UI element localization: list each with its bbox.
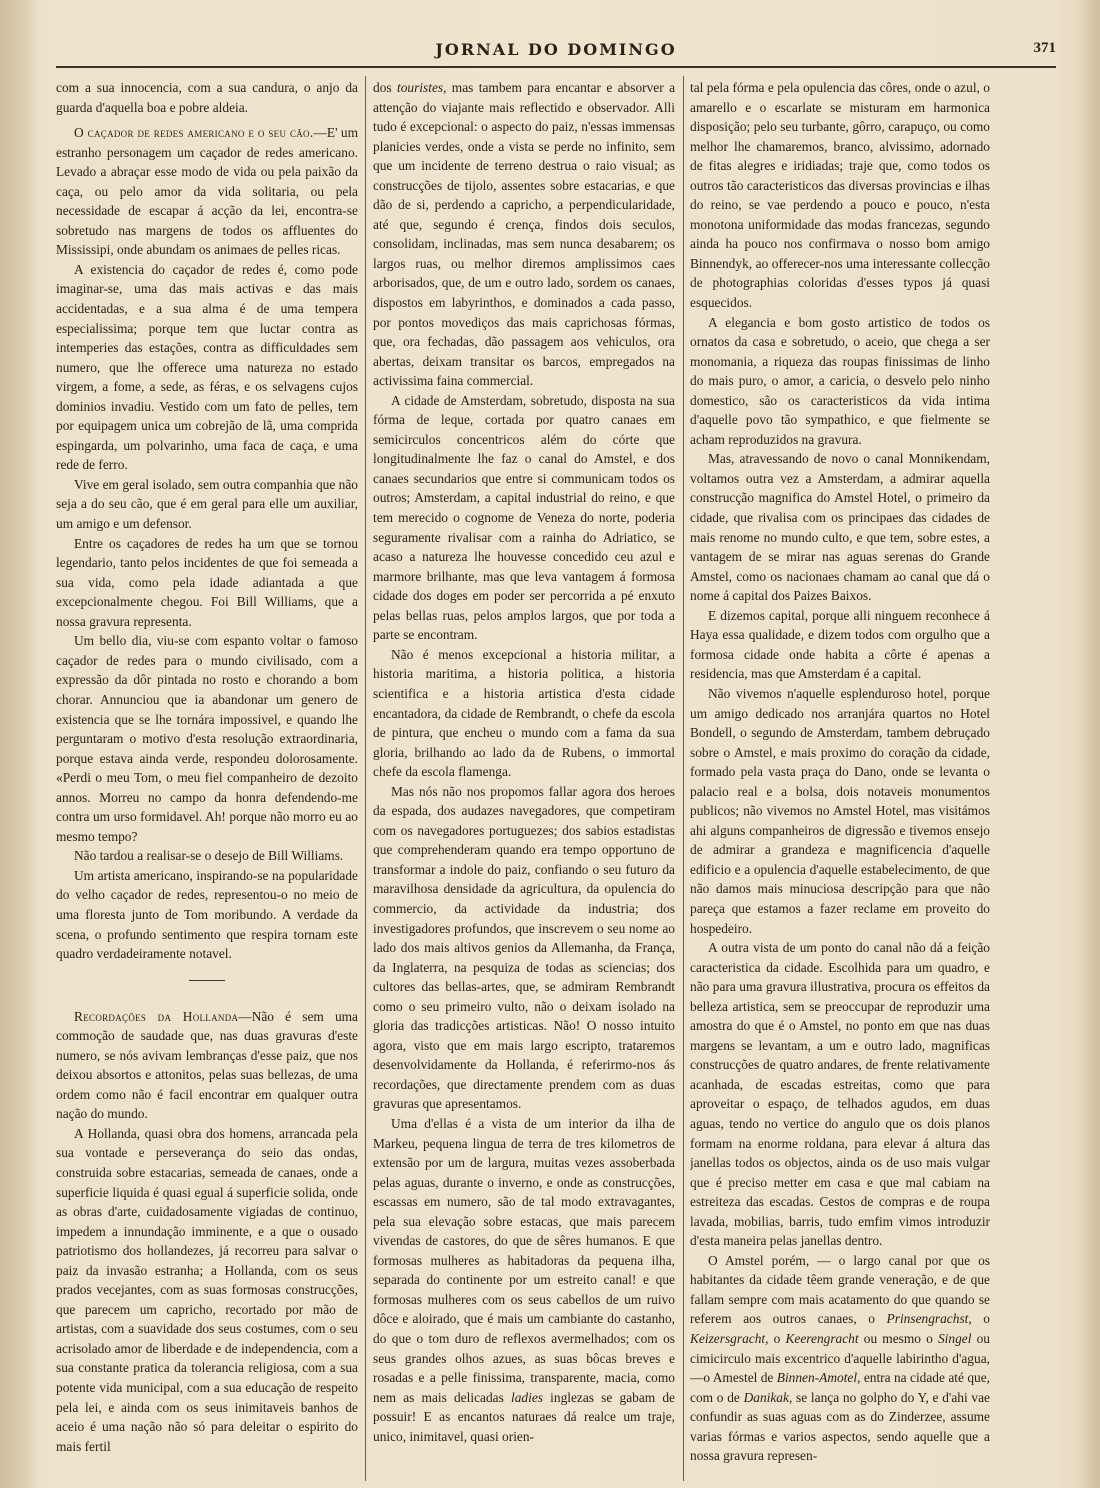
page-binding-shadow bbox=[0, 0, 40, 1488]
page-header bbox=[56, 38, 1056, 66]
section-holland bbox=[56, 1007, 358, 1124]
paragraph: Não é menos excepcional a historia militar, a historia maritima, a historia politica, a historia scientifica e a historia artistica d'esta cidade encantadora, da cidade de Rembrandt, o chefe da escola de pintura, que encheu o mundo com a fama da sua gloria, brilhando ao lado da de Rubens, o immortal chefe da escola flamenga. bbox=[373, 646, 675, 780]
paragraph-text: , se lança no golpho do Y, e d'ahi vae confundir as suas aguas com as do Zinderzee, assume varias fórmas e varios aspectos, sendo aquelle que a nossa gravura represen- bbox=[690, 1389, 990, 1464]
journal-title: JORNAL DO DOMINGO bbox=[435, 40, 677, 59]
paragraph: tal pela fórma e pela opulencia das côres, onde o azul, o amarello e o escarlate se misturam em harmonica disposição; pelo seu turbante, gôrro, carapuço, ou como melhor lhe chamaremos, branco, alvissimo, adornado de fitas alegres e iridiadas; traje que, como todos os outros tão caracteristicos das diversas provincias e ilhas do reino, se vae perdendo a pouco e pouco, n'esta monotona uniformidade das modas francezas, segundo ainda ha pouco nos confirmava o nosso bom amigo Binnendyk, ao offerecer-nos uma interessante collecção de photographias coloridas d'esses typos já quasi esquecidos. bbox=[690, 80, 990, 311]
paragraph: E dizemos capital, porque alli ninguem reconhece á Haya essa qualidade, e dizem todos com orgulho que a formosa cidade onde habita a côrte é apenas a residencia, mas que Amsterdam é a capital. bbox=[690, 607, 990, 682]
paragraph-text: —Não é sem uma commoção de saudade que, nas duas gravuras d'este numero, se nós avivam lembranças d'esse paiz, que nos deixou absortos e attonitos, pelas suas bellezas, de uma ordem como não é facil encontrar em qualquer outra nação do mundo. bbox=[56, 1008, 358, 1122]
paragraph bbox=[373, 1114, 675, 1446]
italic-term: touristes bbox=[396, 80, 444, 95]
paragraph-text: Uma d'ellas é a vista de um interior da ilha de Markeu, pequena lingua de terra de tres kilometros de extensão por um de largura, muitas vezes assoberbada pelas aguas, durante o inverno, e onde as construcções, escassas em numero, são de tal modo extravagantes, pela sua elevação sobre estacas, que mais parecem vivendas de castores, do que de sêres humanos. E que formosas mulheres as habitadoras da pequena ilha, separada do continente por um estreito canal! e que formosas mulheres com os seus cabellos de um ruivo dôce e aloirado, que é mais um cambiante do castanho, do que o tom duro de reflexos avermelhados; com os seus grandes olhos azues, as suas bôcas breves e rosadas e a pelle finissima, transparente, macia, como nem as mais delicadas bbox=[373, 1115, 675, 1405]
paragraph-text: ou mesmo o bbox=[858, 1331, 938, 1346]
paragraph: com a sua innocencia, com a sua candura, o anjo da guarda d'aquella boa e pobre aldeia. bbox=[56, 80, 358, 115]
paragraph: A elegancia e bom gosto artistico de todos os ornatos da casa e sobretudo, o aceio, que chega a ser monomania, a riqueza das roupas finissimas de linho do mais puro, o amor, a caricia, o desvelo pelo ninho domestico, são os caracteristicos da vida intima d'aquelle povo tão sympathico, e que fielmente se acham reproduzidos na gravura. bbox=[690, 314, 990, 447]
paragraph-text: , mas tambem para encantar e absorver a attenção do viajante mais reflectido e observador. Alli tudo é excepcional: o aspecto do paiz, n'essas immensas planicies verdes, onde a vista se perde no infinito, sem que um incidente de terreno destrua o raio visual; as construcções de tijolo, assentes sobre estacarias, e que dão de si, perdendo a capricho, a perpendicularidade, até que, segundo é crença, findos dois seculos, consolidam, inclinadas, mas sem nunca desabarem; os largos ruas, ou melhor diremos amplissimos caes arborisados, que, de um e outro lado, sordem os canaes, dispostos em labyrinthos, e dominados a cada passo, por pontos movediços das mais caprichosas fórmas, que, ora fechadas, dão passagem aos vehiculos, ora abertas, deixam transitar os barcos, empregados na activissima faina commercial. bbox=[373, 80, 675, 389]
column-divider-2 bbox=[683, 76, 684, 1481]
italic-term: Singel bbox=[937, 1331, 972, 1346]
italic-term: Keizersgracht bbox=[690, 1331, 766, 1346]
section-heading: Recordações da Hollanda bbox=[74, 1008, 239, 1024]
paragraph: A existencia do caçador de redes é, como pode imaginar-se, uma das mais activas e das mais accidentadas, e a sua alma é de uma tempera especialissima; porque tem que luctar contra as intemperies das estações, contra as difficuldades sem numero, que lhe offerece uma natureza no estado virgem, a fome, a sede, as féras, e os selvagens cujos dominios invadiu. Vestido com um fato de pelles, tem por equipagem unica um cobrejão de lã, uma comprida espingarda, um polvarinho, uma faca de caça, e uma rede de ferro. bbox=[56, 261, 358, 473]
paragraph: A cidade de Amsterdam, sobretudo, disposta na sua fórma de leque, cortada por quatro canaes em semicirculos concentricos além do córte que longitudinalmente lhe faz o canal do Amstel, e dos canaes secundarios que entre si communicam todos os outros; Amsterdam, a capital industrial do reino, e que tem merecido o cognome de Veneza do norte, poderia seguramente rivalisar com a rainha do Adriatico, se acaso a natureza lhe houvesse concedido ceu azul e marmore brilhante, mas que leva vantagem á formosa cidade dos doges em poder ser percorrida a pé enxuto pelas bellas ruas, pelos amplos largos, que por toda a parte se encontram. bbox=[373, 392, 675, 643]
section-heading: O caçador de redes americano e o seu cão. bbox=[74, 125, 314, 141]
italic-term: ladies bbox=[510, 1389, 543, 1405]
paragraph-text: ou cimicirculo mais excentrico d'aquelle labirintho d'agua,—o Amestel de bbox=[690, 1331, 990, 1386]
paragraph-text: , o bbox=[968, 1311, 990, 1327]
paragraph bbox=[373, 78, 675, 391]
paragraph: Não tardou a realisar-se o desejo de Bill Williams. bbox=[74, 848, 344, 864]
paragraph-text: —E' um estranho personagem um caçador de redes americano. Levado a abraçar esse modo de vida ou pela paixão da caça, ou pelo amor da vida solitaria, ou pela necessidade de escapar á acção da lei, encontra-se sobretudo nas margens de todos os affluentes do Mississipi, onde abundam os animaes de pelles ricas. bbox=[56, 125, 358, 258]
paragraph: Um bello dia, viu-se com espanto voltar o famoso caçador de redes para o mundo civilisado, com a expressão da dôr pintada no rosto e chorando a bom chorar. Annunciou que ia abandonar um genero de existencia que se lhe tornára impossivel, e quando lhe perguntaram o motivo d'esta resolução extraordinaria, porque estava ainda verde, respondeu dolorosamente. «Perdi o meu Tom, o meu fiel companheiro de dezoito annos. Morreu no campo da honra defendendo-me contra um urso formidavel. Ah! porque não morro eu ao mesmo tempo? bbox=[56, 633, 358, 844]
page-edge-shadow bbox=[1078, 0, 1100, 1488]
page-number: 371 bbox=[1033, 40, 1056, 56]
paragraph-text: dos bbox=[373, 80, 397, 95]
paragraph-text: O Amstel porém, — o largo canal por que os habitantes da cidade têem grande veneração, e de que fallam sempre com mais acatamento do que quando se referem aos outros canaes, o bbox=[690, 1252, 990, 1327]
column-3 bbox=[690, 78, 990, 1478]
column-divider-1 bbox=[365, 76, 366, 1481]
paragraph: Não vivemos n'aquelle esplenduroso hotel, porque um amigo dedicado nos arranjára quartos no Hotel Bondell, o segundo de Amsterdam, tambem debruçado sobre o Amstel, e mais proximo do coração da cidade, formado pela vasta praça do Dano, onde se levanta o palacio real e a bolsa, dois notaveis monumentos publicos; não vivemos no Amstel Hotel, mas visitámos ahi alguns companheiros de digressão e tivemos ensejo de admirar a grandeza e magnificencia d'aquelle edificio e a opulencia d'aquelle estabelecimento, de que não damos mais minuciosa descripção para que não pareça que estamos a fazer reclame em proveito do hospedeiro. bbox=[690, 685, 990, 936]
italic-term: Binnen-Amotel bbox=[776, 1370, 858, 1386]
paragraph: A Hollanda, quasi obra dos homens, arrancada pela sua vontade e perseverança do seio das ondas, construida sobre estacarias, semeada de canaes, onde a superficie liquida é quasi egual á superficie solida, onde as obras d'arte, cuidadosamente vigiadas de continuo, impedem a innundação imminente, e a que o ousado patriotismo dos hollandezes, já recorreu para salvar o paiz da invasão estranha; a Hollanda, com os seus prados vecejantes, com as suas formosas construcções, que parecem um capricho, recortado por mão de artistas, com a suavidade dos seus costumes, com o seu acrisolado amor de liberdade e de independencia, com a sua constante pratica da tolerancia religiosa, com a sua potente vida municipal, com a sua educação de respeito pela lei, e ainda com os seus inimitaveis banhos de aceio é uma nação não só para deleitar o espirito do mais fertil bbox=[56, 1125, 358, 1454]
paragraph: Entre os caçadores de redes ha um que se tornou legendario, tanto pelos incidentes de que foi semeada a sua vida, como pela idade adiantada a que excepcionalmente chegou. Foi Bill Williams, que a nossa gravura representa. bbox=[56, 535, 358, 629]
paragraph: Mas nós não nos propomos fallar agora dos heroes da espada, dos audazes navegadores, que competiram com os navegadores portuguezes; dos sabios estadistas que comprehenderam quando era tempo opportuno de transformar a indole do paiz, confiando o seu futuro da maravilhosa densidade da agricultura, da opulencia do commercio, da actividade da industria; dos investigadores profundos, que inscrevem o seu nome ao lado dos mais altivos genios da Allemanha, da França, da Inglaterra, na pesquiza de todas as sciencias; dos cultores das bellas-artes, que, se admiram Rembrandt como o seu primeiro vulto, não o deixam isolado na gloria das tradicções artisticas. Não! O nosso intuito agora, visto que em mais largo escripto, trataremos desenvolvidamente da Hollanda, é referirmo-nos ás recordações, que directamente prendem com as duas gravuras que apresentamos. bbox=[373, 783, 675, 1112]
section-hunter bbox=[56, 123, 358, 260]
paragraph: Vive em geral isolado, sem outra companhia que não seja a do seu cão, que é em geral para elle um auxiliar, um amigo e um defensor. bbox=[56, 476, 358, 532]
paragraph-text: inglezas se gabam de possuir! E as encantos naturaes dá realce um traje, unico, inimitavel, quasi orien- bbox=[373, 1389, 675, 1444]
paragraph bbox=[690, 1251, 990, 1466]
italic-term: Prinsengrachst bbox=[886, 1311, 969, 1327]
paragraph-text: , entra na cidade até que, com o de bbox=[690, 1370, 990, 1405]
paragraph: Um artista americano, inspirando-se na popularidade do velho caçador de redes, representou-o no meio de uma floresta junto de Tom moribundo. A verdade da scena, o profundo sentimento que respira tornam este quadro verdadeiramente notavel. bbox=[56, 867, 358, 962]
section-separator bbox=[189, 980, 225, 981]
paragraph: Mas, atravessando de novo o canal Monnikendam, voltamos outra vez a Amsterdam, a admirar aquella construcção magnifica do Amstel Hotel, o primeiro da cidade, que rivalisa com os principaes das cidades de mais renome no mundo culto, e que tem, sobre estes, a vantagem de se mirar nas aguas serenas do Grande Amstel, como os nacionaes chamam ao canal que dá o nome á capital dos Paizes Baixos. bbox=[690, 451, 990, 604]
italic-term: Danikak bbox=[743, 1389, 789, 1405]
paragraph: A outra vista de um ponto do canal não dá a feição caracteristica da cidade. Escolhida para um quadro, e não para uma gravura illustrativa, procura os effeitos da belleza artistica, sem se preoccupar de reproduzir uma amostra do que é o Amstel, no ponto em que nas duas margens se levantam, a um e outro lado, magnificas construcções de quatro andares, de frente relativamente acanhada, de escadas estreitas, como que para aproveitar o espaço, de telhados agudos, em duas aguas, tendo no vertice do angulo que os dois planos formam na enorme roldana, para elevar á altura das janellas todos os objectos, ainda os de uso mais vulgar que é preciso metter em casa e que mal cabiam na estreiteza das escadas. Cestos de compras e de roupa lavada, mobilias, barris, tudo emfim vimos introduzir d'esta maneira pelas janellas dentro. bbox=[690, 940, 990, 1249]
paragraph-text: , o bbox=[765, 1331, 786, 1346]
column-2 bbox=[373, 78, 675, 1478]
header-rule bbox=[56, 66, 1056, 68]
italic-term: Keerengracht bbox=[785, 1331, 859, 1346]
column-1 bbox=[56, 78, 358, 1478]
